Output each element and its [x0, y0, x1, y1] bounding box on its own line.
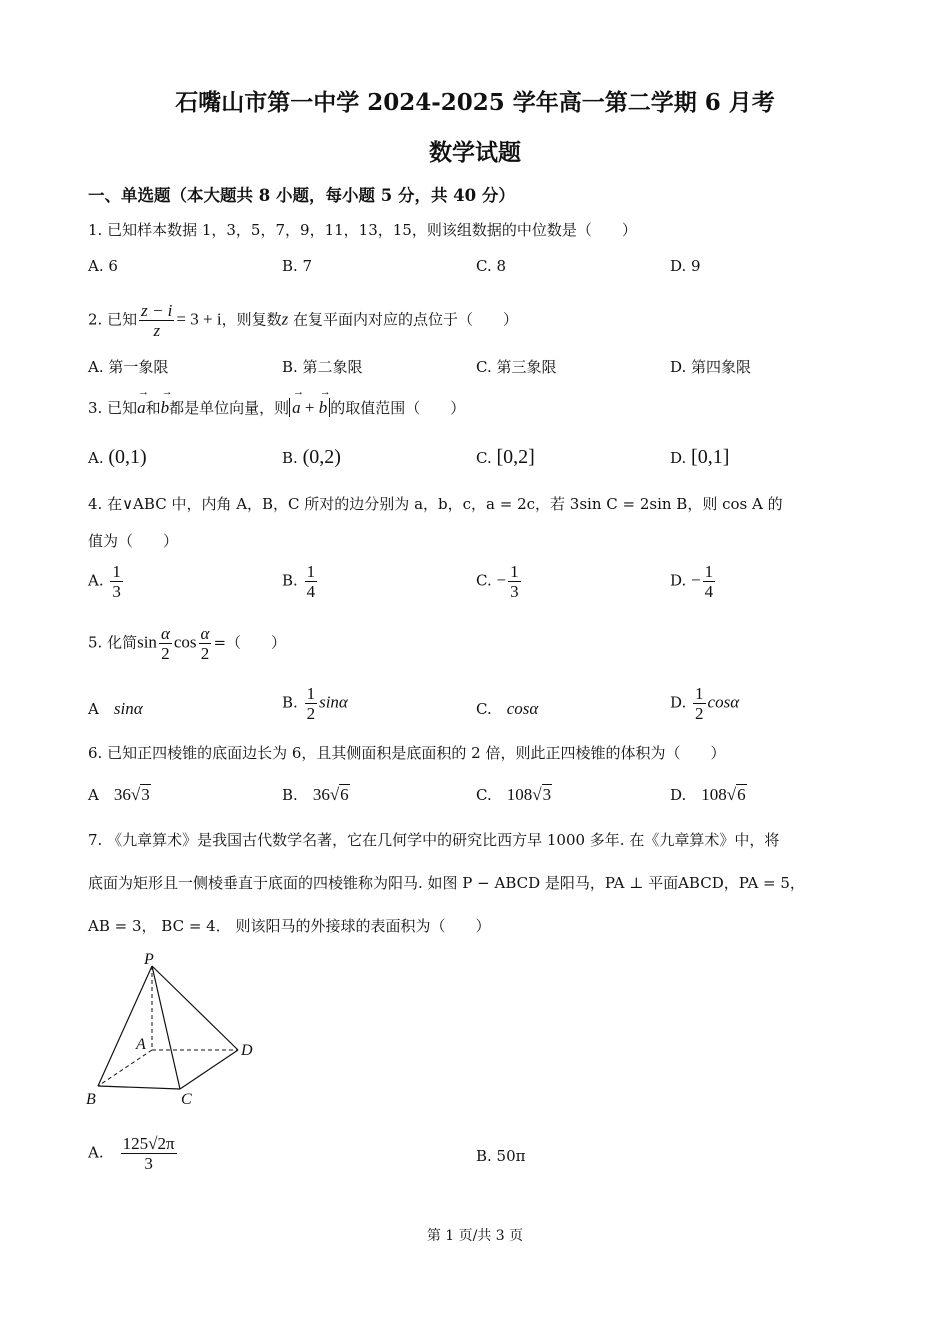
q4-letter-b: B. — [282, 571, 298, 590]
q2-prefix: 2. 已知 — [88, 310, 138, 329]
q5-letter-d: D. — [670, 693, 687, 712]
q5-den-2: 2 — [200, 644, 210, 663]
q3-option-b — [282, 446, 341, 469]
q3-option-c — [476, 446, 535, 469]
q4-sign-c: − — [496, 570, 507, 590]
question-7-line1: 7. 《九章算术》是我国古代数学名著，它在几何学中的研究比西方早 1000 多年. 在《九章算术》中，将 — [88, 831, 780, 849]
q4-den-d: 4 — [704, 582, 714, 601]
q6-coef-d: 108 — [701, 785, 727, 804]
q2-fraction — [139, 301, 174, 340]
page-footer: 第 1 页/共 3 页 — [426, 1228, 524, 1244]
q6-letter-d: D. — [670, 786, 687, 804]
q3-letter-b: B. — [282, 449, 298, 467]
q3-range-a: (0,1) — [108, 446, 147, 468]
q7-den-a: 3 — [144, 1154, 153, 1173]
q5-fn-cos: cos — [173, 632, 197, 652]
label-b: B — [86, 1091, 96, 1108]
q6-coef-a: 36 — [113, 785, 131, 804]
q2-den: z — [153, 321, 161, 340]
q1-option-b: B. 7 — [282, 257, 313, 275]
q5-coef-b — [305, 684, 318, 723]
q6-option-b: B. 36√6 — [282, 785, 349, 804]
label-p: P — [144, 951, 154, 968]
question-6: 6. 已知正四棱锥的底面边长为 6，且其侧面积是底面积的 2 倍，则此正四棱锥的体积为（ ） — [88, 744, 726, 762]
q5-frac-1 — [159, 624, 172, 663]
q3-prefix: 3. 已知 — [88, 399, 138, 417]
q5-num-1: α — [160, 624, 170, 643]
q4-letter-c: C. — [476, 571, 492, 590]
exam-subtitle: 数学试题 — [429, 139, 521, 166]
q6-rad-a: 3 — [141, 785, 150, 804]
q4-sign-d: − — [691, 570, 701, 590]
q5-prefix: 5. 化简 — [88, 633, 138, 652]
q4-option-a — [88, 562, 125, 601]
q3-norm-expr: → a + → b — [289, 398, 330, 417]
q3-option-d — [670, 446, 729, 469]
q4-letter-a: A. — [88, 571, 104, 590]
question-5 — [88, 624, 286, 663]
q2-option-b: B. 第二象限 — [282, 358, 363, 376]
q5-expr-c: cosα — [506, 699, 539, 718]
q5-expr-b: sinα — [319, 692, 348, 712]
label-c: C — [181, 1091, 192, 1108]
q6-coef-b: 36 — [312, 785, 330, 804]
question-1: 1. 已知样本数据 1，3，5，7，9，11，13，15，则该组数据的中位数是（ ） — [88, 221, 637, 239]
q5-coef-den-b: 2 — [306, 704, 316, 723]
question-4-line2: 值为（ ） — [88, 532, 179, 550]
q6-rad-b: 6 — [340, 785, 349, 804]
q3-mid: 都是单位向量，则 — [169, 399, 290, 417]
q3-suffix: 的取值范围（ ） — [330, 399, 466, 417]
q6-option-c: C. 108√3 — [476, 785, 552, 804]
q5-frac-2 — [199, 624, 212, 663]
question-7-line2: 底面为矩形且一侧棱垂直于底面的四棱锥称为阳马. 如图 P − ABCD 是阳马，PA ⊥ 平面ABCD，PA = 5， — [88, 874, 805, 892]
question-7-line3: AB = 3， BC = 4． 则该阳马的外接球的表面积为（ ） — [88, 917, 491, 935]
q1-option-c: C. 8 — [476, 257, 507, 275]
q5-letter-b: B. — [282, 693, 298, 712]
q7-option-b: B. 50π — [476, 1147, 526, 1165]
q6-letter-a: A — [88, 786, 99, 804]
q4-frac-b — [305, 562, 318, 601]
q6-option-d: D. 108√6 — [670, 785, 746, 804]
q5-num-2: α — [200, 624, 210, 643]
q7-letter-a: A. — [88, 1143, 104, 1162]
q5-coef-num-b: 1 — [306, 684, 316, 703]
q5-option-b — [282, 684, 348, 723]
question-2 — [88, 301, 518, 340]
q5-den-1: 2 — [161, 644, 170, 663]
q5-coef-num-d: 1 — [695, 684, 704, 703]
q5-option-d — [670, 684, 739, 723]
q3-letter-a: A. — [88, 449, 104, 467]
q1-option-a: A. 6 — [88, 257, 118, 275]
q5-coef-den-d: 2 — [695, 704, 704, 723]
q4-option-c — [476, 562, 523, 601]
q5-fn-sin: sin — [137, 632, 157, 652]
q4-option-b — [282, 562, 319, 601]
vector-a: → a — [137, 398, 146, 418]
q4-num-a: 1 — [112, 562, 121, 581]
q4-frac-c — [508, 562, 521, 601]
exam-title: 石嘴山市第一中学 2024-2025 学年高一第二学期 6 月考 — [175, 89, 775, 116]
label-a: A — [136, 1036, 146, 1053]
q5-option-a — [88, 698, 143, 719]
q2-option-c: C. 第三象限 — [476, 358, 557, 376]
pyramid-diagram — [80, 948, 270, 1113]
q2-option-a: A. 第一象限 — [88, 358, 169, 376]
q2-eq: = 3 + i — [176, 309, 222, 329]
q4-num-c: 1 — [510, 562, 519, 581]
q4-den-a: 3 — [112, 582, 121, 601]
q2-suffix-a: ，则复数 — [221, 310, 282, 329]
q4-frac-a — [110, 562, 123, 601]
section-heading: 一、单选题（本大题共 8 小题，每小题 5 分，共 40 分） — [88, 186, 515, 205]
q7-frac-a — [121, 1134, 177, 1173]
q4-option-d — [670, 562, 717, 601]
q6-coef-c: 108 — [506, 785, 533, 804]
q6-letter-b: B. — [282, 786, 298, 804]
q2-option-d: D. 第四象限 — [670, 358, 752, 376]
question-3 — [88, 397, 465, 418]
q3-range-c: [0,2] — [496, 446, 535, 468]
q5-expr-a: sinα — [113, 699, 143, 718]
q2-suffix-b: 在复平面内对应的点位于（ ） — [292, 310, 518, 329]
q7-num-a: 125√2π — [122, 1134, 175, 1153]
q3-norm-b: → b — [319, 398, 328, 418]
q6-letter-c: C. — [476, 786, 492, 804]
q3-option-a — [88, 446, 147, 469]
q6-rad-c: 3 — [542, 785, 552, 804]
q3-range-b: (0,2) — [302, 446, 341, 468]
q4-num-d: 1 — [704, 562, 714, 581]
q5-option-c — [476, 698, 538, 719]
q3-norm-a: → a — [292, 398, 301, 418]
q3-and: 和 — [145, 399, 161, 417]
q5-coef-d — [693, 684, 706, 723]
q4-den-c: 3 — [510, 582, 519, 601]
question-4-line1: 4. 在∨ABC 中，内角 A，B，C 所对的边分别为 a，b，c，a = 2c，若 3sin C = 2sin B，则 cos A 的 — [88, 495, 783, 513]
q4-den-b: 4 — [306, 582, 316, 601]
q2-num: z − i — [141, 301, 173, 320]
q3-letter-d: D. — [670, 449, 687, 467]
q2-var: z — [281, 309, 289, 329]
q6-rad-d: 6 — [737, 785, 746, 804]
vector-b: → b — [161, 398, 170, 418]
q5-suffix: =（ ） — [213, 633, 287, 652]
q5-letter-c: C. — [476, 700, 492, 718]
q4-num-b: 1 — [306, 562, 316, 581]
q5-expr-d: cosα — [707, 692, 740, 712]
q3-letter-c: C. — [476, 449, 492, 467]
q3-range-d: [0,1] — [691, 446, 730, 468]
q5-letter-a: A — [88, 700, 99, 718]
label-d: D — [241, 1042, 253, 1059]
q4-frac-d — [703, 562, 716, 601]
q6-option-a: A 36√3 — [88, 785, 150, 804]
q7-option-a — [88, 1134, 179, 1173]
q1-option-d: D. 9 — [670, 257, 701, 275]
q4-letter-d: D. — [670, 571, 687, 590]
